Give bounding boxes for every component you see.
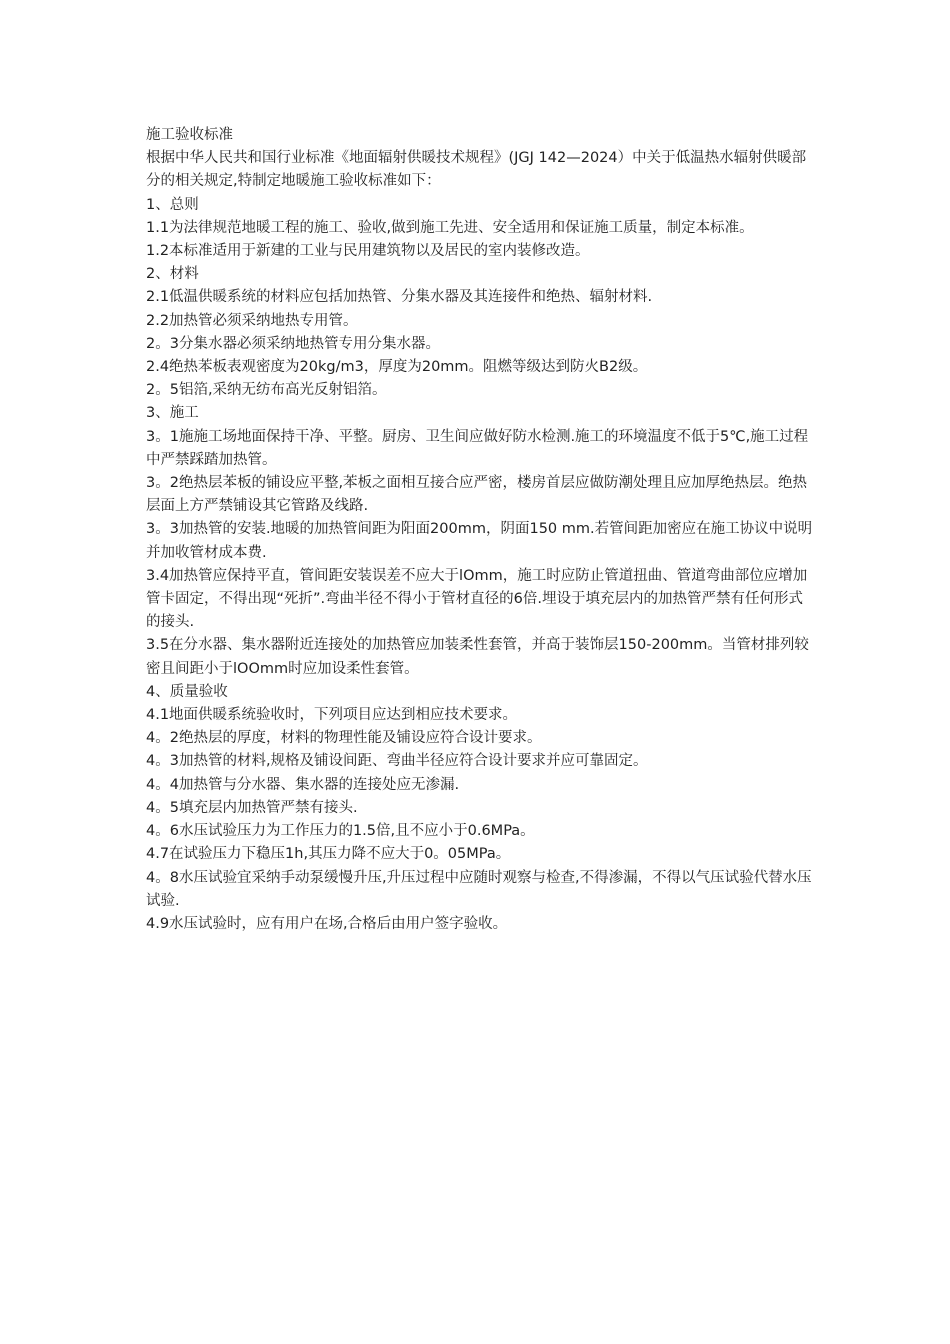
paragraph-4-9: 4.9水压试验时，应有用户在场,合格后由用户签字验收。 (146, 915, 508, 932)
paragraph-3-3: 3。3加热管的安装.地暖的加热管间距为阳面200mm，阴面150 mm.若管间距加密应在施工协议中说明并加收管材成本费. (146, 521, 813, 561)
paragraph-1-1: 1.1为法律规范地暖工程的施工、验收,做到施工先进、安全适用和保证施工质量，制定本标准。 (146, 219, 754, 236)
section-heading-construction: 3、施工 (146, 405, 199, 422)
document-title: 施工验收标准 (146, 127, 233, 143)
paragraph-4-7: 4.7在试验压力下稳压1h,其压力降不应大于0。05MPa。 (146, 846, 511, 863)
paragraph-1-2: 1.2本标准适用于新建的工业与民用建筑物以及居民的室内装修改造。 (146, 243, 590, 260)
paragraph-4-4: 4。4加热管与分水器、集水器的连接处应无渗漏. (146, 776, 460, 793)
paragraph-2-1: 2.1低温供暖系统的材料应包括加热管、分集水器及其连接件和绝热、辐射材料. (146, 289, 653, 306)
paragraph-4-1: 4.1地面供暖系统验收时，下列项目应达到相应技术要求。 (146, 707, 518, 724)
section-heading-quality: 4、质量验收 (146, 683, 228, 700)
paragraph-2-2: 2.2加热管必须采纳地热专用管。 (146, 312, 358, 329)
paragraph-4-6: 4。6水压试验压力为工作压力的1.5倍,且不应小于0.6MPa。 (146, 823, 535, 840)
paragraph-3-4: 3.4加热管应保持平直，管间距安装误差不应大于lOmm，施工时应防止管道扭曲、管道弯曲部位应增加管卡固定，不得出现“死折”.弯曲半径不得小于管材直径的6倍.埋设于填充层内的加热管严禁有任何形式的接头. (146, 567, 808, 631)
document-body (146, 124, 814, 936)
paragraph-4-8: 4。8水压试验宜采纳手动泵缓慢升压,升压过程中应随时观察与检查,不得渗漏，不得以气压试验代替水压试验. (146, 869, 812, 909)
paragraph-4-2: 4。2绝热层的厚度，材料的物理性能及铺设应符合设计要求。 (146, 730, 542, 747)
paragraph-3-2: 3。2绝热层苯板的铺设应平整,苯板之面相互接合应严密，楼房首层应做防潮处理且应加厚绝热层。绝热层面上方严禁铺设其它管路及线路. (146, 475, 808, 515)
paragraph-2-3: 2。3分集水器必须采纳地热管专用分集水器。 (146, 335, 440, 352)
section-heading-materials: 2、材料 (146, 266, 199, 283)
section-heading-general: 1、总则 (146, 196, 199, 213)
paragraph-2-4: 2.4绝热苯板表观密度为20kg/m3，厚度为20mm。阻燃等级达到防火B2级。 (146, 359, 648, 376)
paragraph-intro: 根据中华人民共和国行业标准《地面辐射供暖技术规程》(JGJ 142—2024）中关于低温热水辐射供暖部分的相关规定,特制定地暖施工验收标准如下： (146, 150, 807, 190)
paragraph-2-5: 2。5铝箔,采纳无纺布高光反射铝箔。 (146, 382, 387, 399)
paragraph-3-5: 3.5在分水器、集水器附近连接处的加热管应加装柔性套管，并高于装饰层150-200mm。当管材排列较密且间距小于lOOmm时应加设柔性套管。 (146, 637, 809, 677)
paragraph-3-1: 3。1施施工场地面保持干净、平整。厨房、卫生间应做好防水检测.施工的环境温度不低于5℃,施工过程中严禁踩踏加热管。 (146, 428, 809, 468)
paragraph-4-3: 4。3加热管的材料,规格及铺设间距、弯曲半径应符合设计要求并应可靠固定。 (146, 753, 648, 770)
paragraph-4-5: 4。5填充层内加热管严禁有接头. (146, 799, 358, 816)
